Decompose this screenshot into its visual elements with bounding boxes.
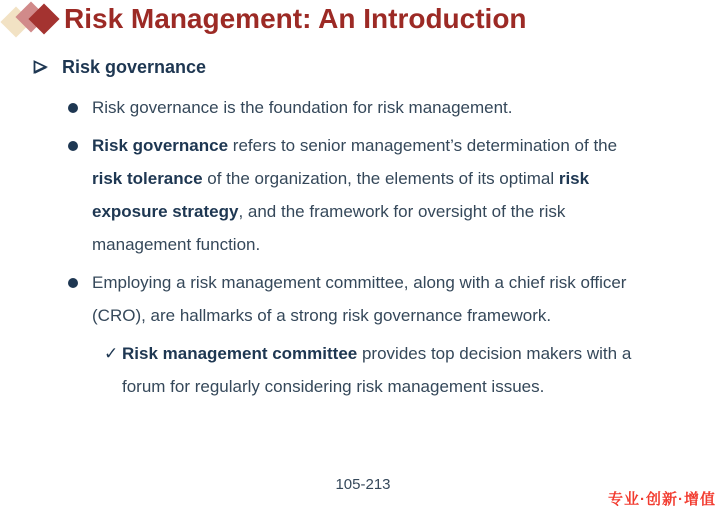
check-icon: ✓ (104, 344, 119, 363)
sub-bullet-item (104, 337, 726, 403)
bullet-text: Risk governance refers to senior management’s determination of the risk tolerance of the organization, the elements of its optimal risk exposure strategy, and the framework for oversight of the risk management function. (92, 136, 618, 254)
brand-slogan: 专业·创新·增值 (608, 491, 716, 508)
diamond-logo-icon (0, 0, 60, 46)
circle-bullet-icon (68, 278, 78, 288)
slide-body (0, 54, 726, 403)
bullet-list (0, 91, 726, 332)
circle-bullet-icon (68, 103, 78, 113)
bullet-text: Risk governance is the foundation for risk management. (92, 98, 513, 117)
slide-header (0, 0, 726, 48)
section-heading-row (33, 54, 726, 80)
section-heading: Risk governance (62, 56, 207, 77)
arrow-bullet-icon (33, 60, 48, 74)
slide-title: Risk Management: An Introduction (64, 3, 527, 34)
bullet-item (66, 129, 726, 261)
bullet-item (66, 91, 726, 124)
sub-bullet-text: Risk management committee provides top decision makers with a forum for regularly considering risk management issues. (122, 344, 632, 396)
bullet-text: Employing a risk management committee, along with a chief risk officer (CRO), are hallmarks of a strong risk governance framework. (92, 273, 627, 325)
bullet-item (66, 266, 726, 332)
circle-bullet-icon (68, 141, 78, 151)
page-number: 105-213 (335, 476, 391, 493)
